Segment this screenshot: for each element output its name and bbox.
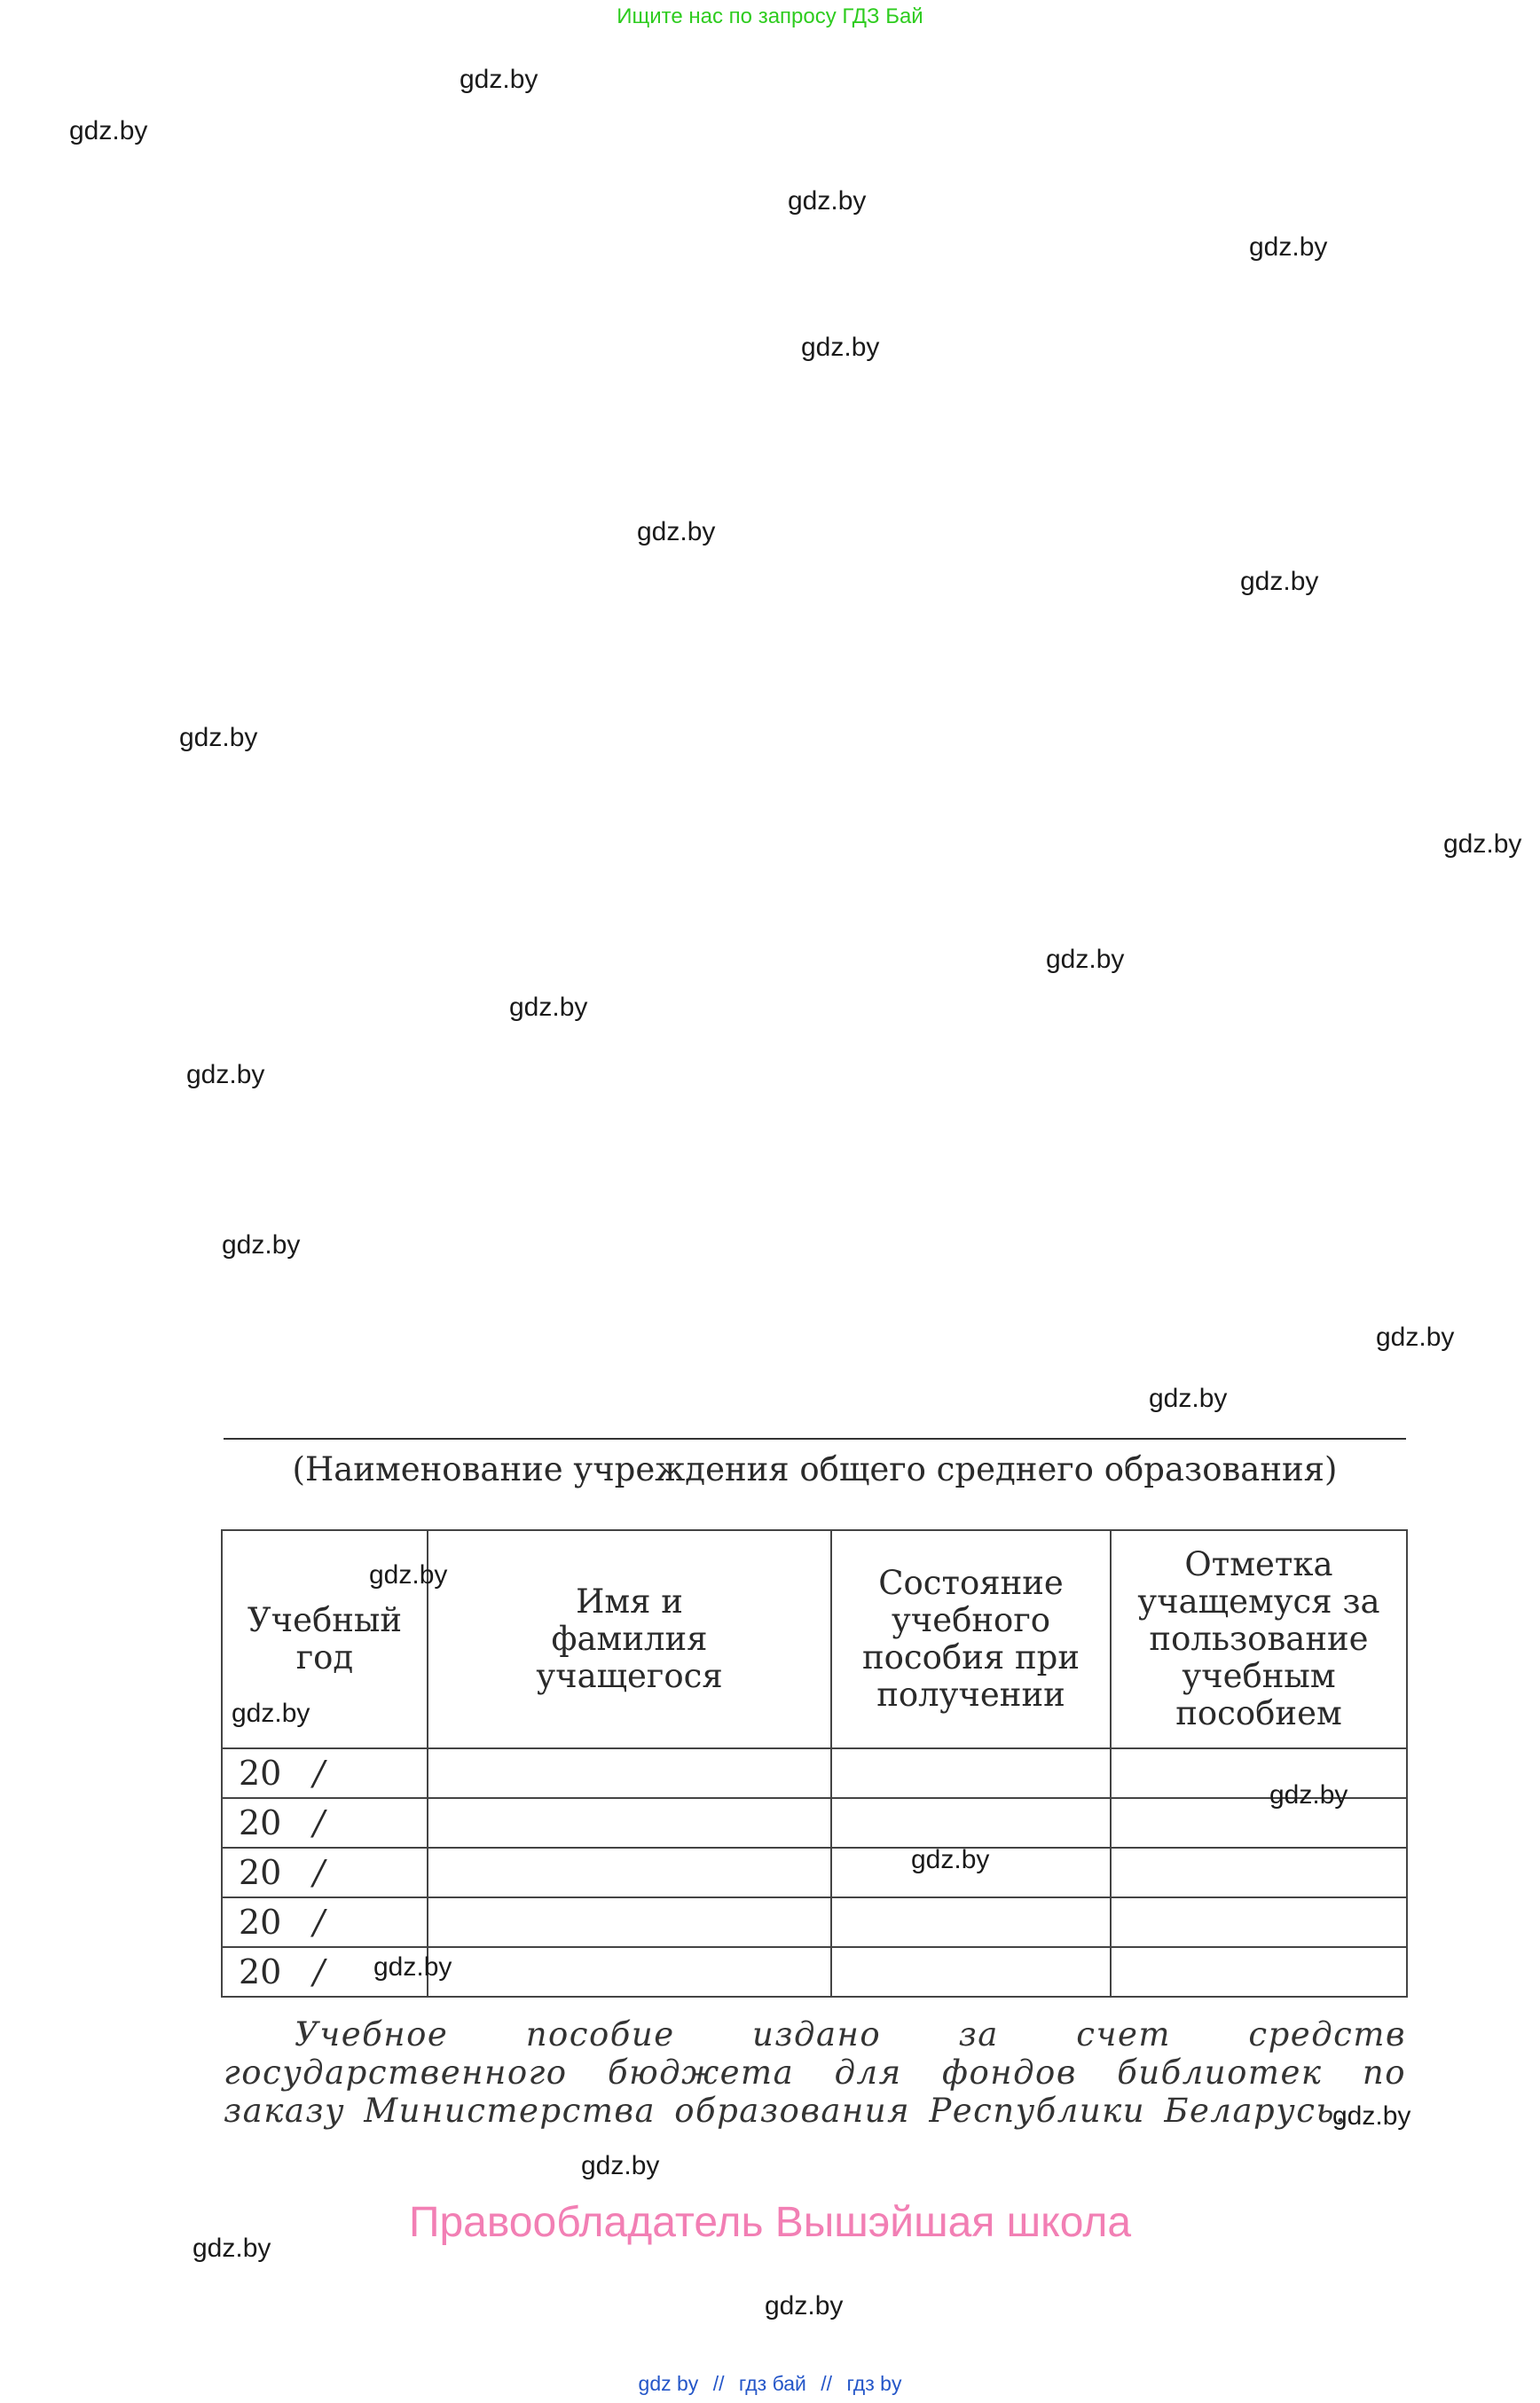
watermark-text: gdz.by [1443, 829, 1522, 859]
header-condition-on-receipt: Состояние учебного пособия при получении [831, 1530, 1111, 1748]
condition-cell[interactable] [831, 1748, 1111, 1798]
watermark-text: gdz.by [232, 1699, 310, 1728]
year-cell: 20 / [222, 1897, 428, 1947]
institution-caption: (Наименование учреждения общего среднего образования) [292, 1450, 1338, 1488]
mark-cell[interactable] [1111, 1798, 1407, 1848]
footer-link-gdz-by[interactable]: gdz by [638, 2372, 699, 2395]
copyright-holder: Правообладатель Вышэйшая школа [408, 2199, 1132, 2246]
footer-link-gdz-bai[interactable]: гдз бай [738, 2372, 806, 2395]
watermark-text: gdz.by [1269, 1780, 1348, 1810]
watermark-text: gdz.by [1249, 232, 1328, 262]
header-school-year: Учебный год [222, 1530, 428, 1748]
table-row [222, 1897, 1407, 1947]
watermark-text: gdz.by [373, 1952, 452, 1982]
condition-cell[interactable] [831, 1947, 1111, 1997]
header-student-name: Имя и фамилия учащегося [428, 1530, 831, 1748]
year-cell: 20 / [222, 1748, 428, 1798]
student-name-cell[interactable] [428, 1798, 831, 1848]
watermark-text: gdz.by [581, 2151, 660, 2180]
footer-separator: // [712, 2372, 725, 2395]
watermark-text: gdz.by [69, 116, 148, 145]
watermark-text: gdz.by [765, 2291, 844, 2321]
watermark-text: gdz.by [911, 1845, 990, 1874]
top-banner[interactable]: Ищите нас по запросу ГДЗ Бай [617, 4, 923, 28]
institution-name-line [224, 1438, 1406, 1440]
footer-links [0, 2370, 1540, 2397]
watermark-text: gdz.by [1149, 1384, 1228, 1413]
table-row [222, 1848, 1407, 1897]
student-name-cell[interactable] [428, 1748, 831, 1798]
watermark-text: gdz.by [192, 2234, 271, 2263]
table-row [222, 1748, 1407, 1798]
mark-cell[interactable] [1111, 1947, 1407, 1997]
watermark-text: gdz.by [788, 186, 867, 216]
watermark-text: gdz.by [1240, 567, 1319, 596]
watermark-text: gdz.by [460, 65, 538, 94]
mark-cell[interactable] [1111, 1748, 1407, 1798]
watermark-text: gdz.by [179, 723, 258, 752]
header-usage-mark: Отметка учащемуся за пользование учебным пособием [1111, 1530, 1407, 1748]
table-row [222, 1798, 1407, 1848]
textbook-register-table [221, 1529, 1408, 1998]
watermark-text: gdz.by [186, 1060, 265, 1089]
year-cell: 20 / [222, 1798, 428, 1848]
watermark-text: gdz.by [637, 517, 716, 546]
watermark-text: gdz.by [222, 1230, 301, 1260]
watermark-text: gdz.by [509, 993, 588, 1022]
watermark-text: gdz.by [1046, 945, 1125, 974]
watermark-text: gdz.by [1332, 2101, 1411, 2131]
student-name-cell[interactable] [428, 1897, 831, 1947]
student-name-cell[interactable] [428, 1947, 831, 1997]
mark-cell[interactable] [1111, 1848, 1407, 1897]
watermark-text: gdz.by [801, 333, 880, 362]
funding-note: Учебное пособие издано за счет средств государственного бюджета для фондов библиотек по заказу Министерства образования Республики Беларусь. [224, 2015, 1406, 2130]
footer-separator: // [821, 2372, 833, 2395]
mark-cell[interactable] [1111, 1897, 1407, 1947]
condition-cell[interactable] [831, 1897, 1111, 1947]
watermark-text: gdz.by [1376, 1323, 1455, 1352]
condition-cell[interactable] [831, 1798, 1111, 1848]
footer-link-gdz-by-cyr[interactable]: гдз by [846, 2372, 902, 2395]
year-cell: 20 / [222, 1947, 428, 1997]
year-cell: 20 / [222, 1848, 428, 1897]
watermark-text: gdz.by [369, 1560, 448, 1590]
student-name-cell[interactable] [428, 1848, 831, 1897]
